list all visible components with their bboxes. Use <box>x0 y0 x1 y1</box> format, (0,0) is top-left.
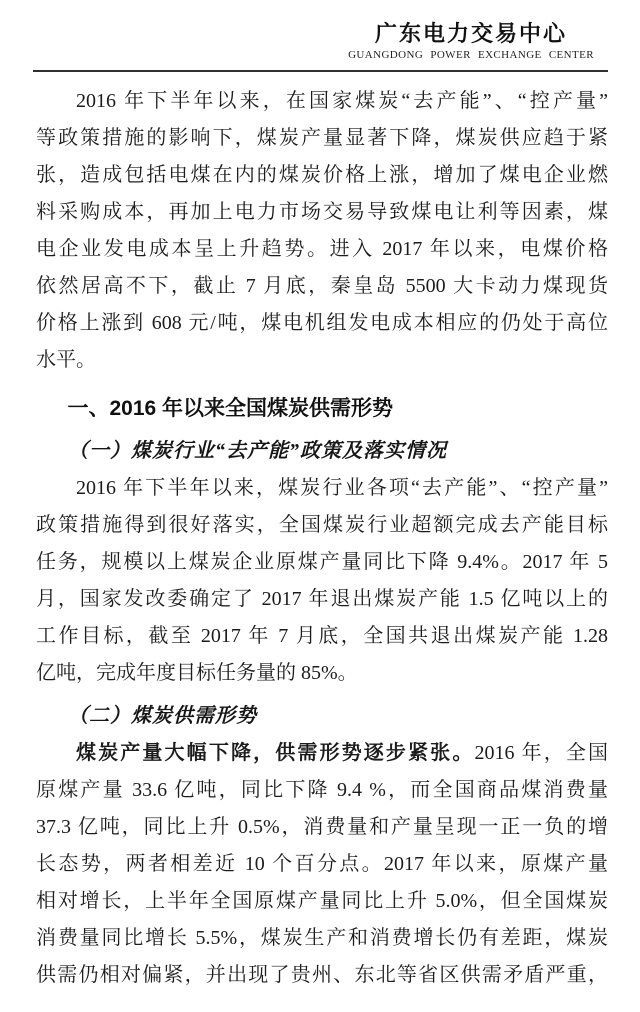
text-segment: 长态势，两者相差近 10 个百分点。2017 年以来，原煤产量 <box>36 853 608 875</box>
text-segment: 价格上涨到 608 元/吨，煤电机组发电成本相应的仍处于高位 <box>36 312 608 334</box>
section-1-2-heading: （二）煤炭供需形势 <box>68 705 257 727</box>
text-segment: 工作目标，截至 2017 年 7 月底，全国共退出煤炭产能 1.28 <box>36 625 608 647</box>
text-line <box>36 120 608 157</box>
intro-paragraph <box>36 83 608 379</box>
org-name-chinese: 广东电力交易中心 <box>375 21 568 46</box>
letterhead-block <box>348 20 594 63</box>
text-line <box>36 957 608 994</box>
capacity-policy-paragraph <box>36 470 608 692</box>
text-line <box>36 883 608 920</box>
text-segment: 张，造成包括电煤在内的煤炭价格上涨，增加了煤电企业燃 <box>36 164 608 186</box>
text-line <box>36 846 608 883</box>
text-line <box>36 470 608 507</box>
text-line <box>36 507 608 544</box>
text-segment: 37.3 亿吨，同比上升 0.5%，消费量和产量呈现一正一负的增 <box>36 816 608 838</box>
bold-text-segment: 煤炭产量大幅下降，供需形势逐步紧张。 <box>76 742 475 764</box>
text-segment: 月，国家发改委确定了 2017 年退出煤炭产能 1.5 亿吨以上的 <box>36 588 608 610</box>
text-segment: 水平。 <box>36 349 96 371</box>
text-line <box>36 544 608 581</box>
text-line <box>36 618 608 655</box>
text-segment: 供需仍相对偏紧，并出现了贵州、东北等省区供需矛盾严重， <box>36 964 608 986</box>
text-segment: 任务，规模以上煤炭企业原煤产量同比下降 9.4%。2017 年 5 <box>36 551 608 573</box>
text-line <box>36 581 608 618</box>
text-segment: 2016 年下半年以来，在国家煤炭“去产能”、“控产量” <box>76 90 608 112</box>
section-1-heading: 一、2016 年以来全国煤炭供需形势 <box>67 397 394 420</box>
text-segment: 等政策措施的影响下，煤炭产量显著下降，煤炭供应趋于紧 <box>36 127 608 149</box>
text-line <box>36 157 608 194</box>
text-line <box>36 268 608 305</box>
text-line <box>36 83 608 120</box>
text-segment: 消费量同比增长 5.5%，煤炭生产和消费增长仍有差距，煤炭 <box>36 927 608 949</box>
text-line <box>36 809 608 846</box>
supply-demand-paragraph <box>36 735 608 994</box>
text-segment: 亿吨，完成年度目标任务量的 85%。 <box>36 662 358 684</box>
text-segment: 2016 年下半年以来，煤炭行业各项“去产能”、“控产量” <box>76 477 608 499</box>
text-segment: 电企业发电成本呈上升趋势。进入 2017 年以来，电煤价格 <box>36 238 608 260</box>
text-segment: 相对增长，上半年全国原煤产量同比上升 5.0%，但全国煤炭 <box>36 890 608 912</box>
text-line <box>36 231 608 268</box>
text-segment: 政策措施得到很好落实，全国煤炭行业超额完成去产能目标 <box>36 514 608 536</box>
text-segment: 料采购成本，再加上电力市场交易导致煤电让利等因素，煤 <box>36 201 608 223</box>
text-line <box>36 305 608 342</box>
text-line <box>36 735 608 772</box>
document-body <box>0 72 640 994</box>
text-segment: 2016 年，全国 <box>474 742 608 764</box>
section-1-1-heading: （一）煤炭行业“去产能”政策及落实情况 <box>68 440 447 462</box>
text-line <box>36 772 608 809</box>
text-line <box>36 342 608 379</box>
letterhead <box>0 0 640 63</box>
text-segment: 原煤产量 33.6 亿吨，同比下降 9.4 %，而全国商品煤消费量 <box>36 779 608 801</box>
text-segment: 依然居高不下，截止 7 月底，秦皇岛 5500 大卡动力煤现货 <box>36 275 608 297</box>
text-line <box>36 194 608 231</box>
org-name-english: GUANGDONG POWER EXCHANGE CENTER <box>348 49 594 61</box>
text-line <box>36 655 608 692</box>
text-line <box>36 920 608 957</box>
